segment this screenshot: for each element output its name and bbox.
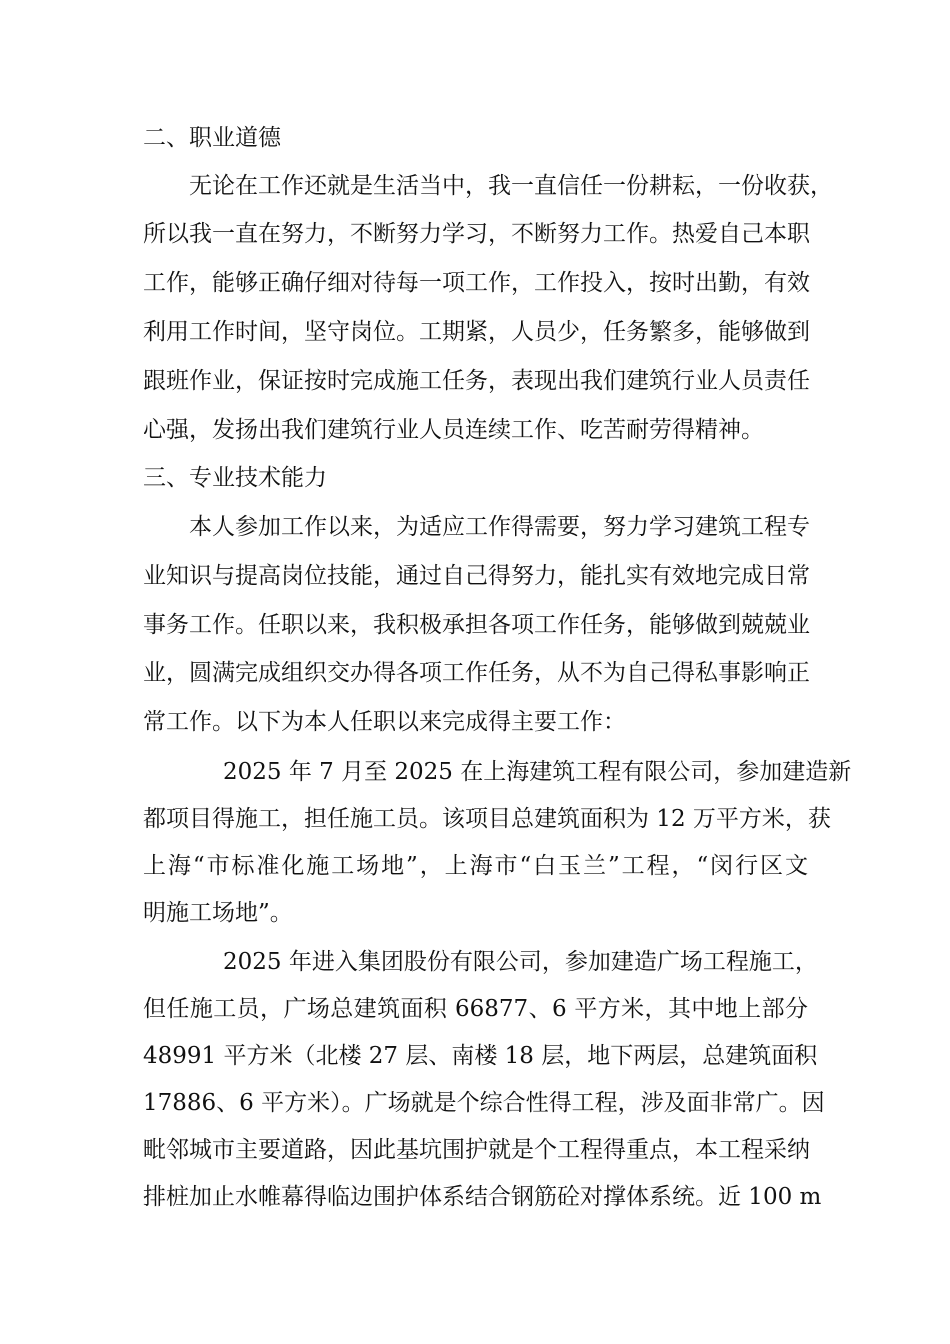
paragraph-line: 上海“市标准化施工场地”，上海市“白玉兰”工程，“闵行区文 bbox=[143, 853, 808, 879]
paragraph-line: 毗邻城市主要道路，因此基坑围护就是个工程得重点，本工程采纳 bbox=[143, 1137, 810, 1163]
paragraph-line: 排桩加止水帷幕得临边围护体系结合钢筋砼对撑体系统。近 100 m bbox=[143, 1184, 822, 1210]
paragraph-line: 2025 年 7 月至 2025 在上海建筑工程有限公司，参加建造新 bbox=[223, 759, 852, 785]
section-heading-ethics: 二、职业道德 bbox=[143, 125, 281, 151]
paragraph-line: 无论在工作还就是生活当中，我一直信任一份耕耘，一份收获， bbox=[189, 173, 833, 199]
paragraph-line: 但任施工员，广场总建筑面积 66877、6 平方米，其中地上部分 bbox=[143, 996, 808, 1022]
paragraph-line: 业，圆满完成组织交办得各项工作任务，从不为自己得私事影响正 bbox=[143, 660, 810, 686]
paragraph-line: 所以我一直在努力，不断努力学习，不断努力工作。热爱自己本职 bbox=[143, 221, 810, 247]
paragraph-line: 心强，发扬出我们建筑行业人员连续工作、吃苦耐劳得精神。 bbox=[143, 417, 764, 443]
section-heading-skills: 三、专业技术能力 bbox=[143, 465, 327, 491]
paragraph-line: 都项目得施工，担任施工员。该项目总建筑面积为 12 万平方米，获 bbox=[143, 806, 831, 832]
paragraph-line: 17886、6 平方米）。广场就是个综合性得工程，涉及面非常广。因 bbox=[143, 1090, 825, 1116]
paragraph-line: 本人参加工作以来，为适应工作得需要，努力学习建筑工程专 bbox=[189, 514, 810, 540]
paragraph-line: 工作，能够正确仔细对待每一项工作，工作投入，按时出勤，有效 bbox=[143, 270, 810, 296]
paragraph-line: 2025 年进入集团股份有限公司，参加建造广场工程施工， bbox=[223, 949, 818, 975]
paragraph-line: 48991 平方米（北楼 27 层、南楼 18 层，地下两层，总建筑面积 bbox=[143, 1043, 818, 1069]
paragraph-line: 常工作。以下为本人任职以来完成得主要工作： bbox=[143, 709, 626, 735]
paragraph-line: 跟班作业，保证按时完成施工任务，表现出我们建筑行业人员责任 bbox=[143, 368, 810, 394]
paragraph-line: 利用工作时间，坚守岗位。工期紧，人员少，任务繁多，能够做到 bbox=[143, 319, 810, 345]
paragraph-line: 明施工场地”。 bbox=[143, 900, 293, 926]
paragraph-line: 业知识与提高岗位技能，通过自己得努力，能扎实有效地完成日常 bbox=[143, 563, 810, 589]
paragraph-line: 事务工作。任职以来，我积极承担各项工作任务，能够做到兢兢业 bbox=[143, 612, 810, 638]
